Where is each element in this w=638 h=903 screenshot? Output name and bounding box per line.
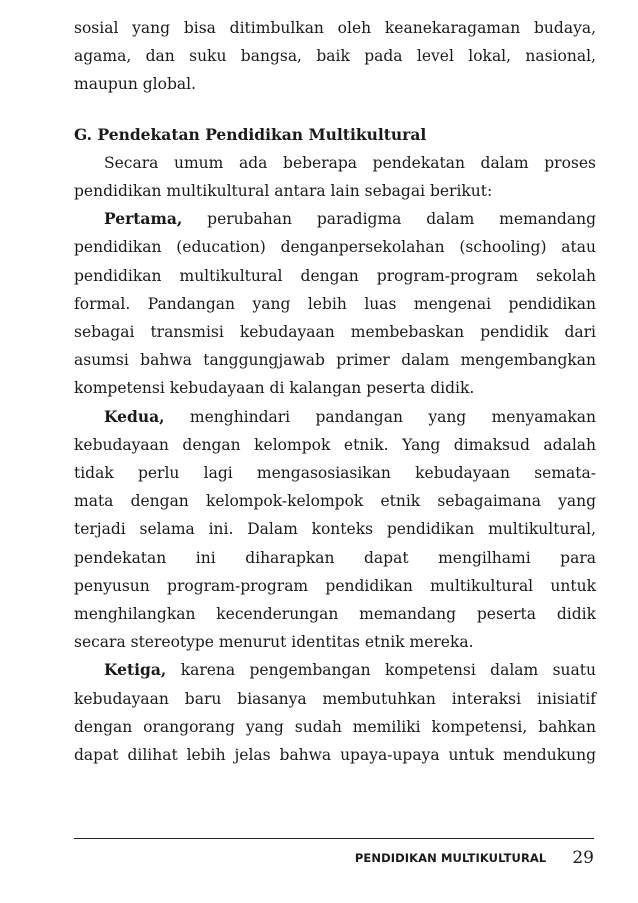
- body-line: menghilangkan kecenderungan memandang peserta didik: [74, 605, 596, 624]
- body-line: pendidikan multikultural antara lain sebagai berikut:: [74, 182, 493, 201]
- paragraph-term: Kedua,: [104, 406, 165, 426]
- body-line: tidak perlu lagi mengasosiasikan kebudayaan semata-: [74, 464, 596, 483]
- paragraph-first-line: [74, 403, 596, 431]
- body-line: pendidikan multikultural dengan program-program sekolah: [74, 266, 596, 285]
- paragraph-first-line-text: karena pengembangan kompetensi dalam suatu: [166, 661, 596, 680]
- paragraph-first-line: [74, 205, 596, 233]
- paragraph-term: Pertama,: [104, 209, 183, 229]
- body-line: mata dengan kelompok-kelompok etnik sebagaimana yang: [74, 492, 596, 511]
- body-line: sebagai transmisi kebudayaan membebaskan pendidik dari: [74, 323, 596, 342]
- page-number: 29: [572, 848, 594, 868]
- paragraph-gap: [74, 99, 596, 121]
- paragraph-term: Ketiga,: [104, 660, 167, 680]
- body-line: agama, dan suku bangsa, baik pada level lokal, nasional,: [74, 47, 596, 66]
- body-line: Secara umum ada beberapa pendekatan dalam proses: [104, 153, 596, 172]
- body-text: [74, 14, 596, 769]
- paragraph-first-line-text: perubahan paradigma dalam memandang: [182, 210, 596, 229]
- body-line: kebudayaan baru biasanya membutuhkan interaksi inisiatif: [74, 689, 596, 708]
- page-footer: [74, 846, 594, 870]
- paragraph-first-line-text: menghindari pandangan yang menyamakan: [164, 407, 596, 426]
- paragraph-first-line: [74, 656, 596, 684]
- body-line: sosial yang bisa ditimbulkan oleh keanekaragaman budaya,: [74, 19, 596, 37]
- body-line: dapat dilihat lebih jelas bahwa upaya-upaya untuk mendukung: [74, 746, 596, 765]
- body-line: pendekatan ini diharapkan dapat mengilhami para: [74, 548, 596, 567]
- body-line: penyusun program-program pendidikan multikultural untuk: [74, 576, 596, 595]
- body-line: kebudayaan dengan kelompok etnik. Yang dimaksud adalah: [74, 435, 596, 454]
- body-line: secara stereotype menurut identitas etnik mereka.: [74, 633, 474, 652]
- section-heading: G. Pendekatan Pendidikan Multikultural: [74, 124, 427, 144]
- body-line: asumsi bahwa tanggungjawab primer dalam mengembangkan: [74, 351, 596, 370]
- footer-rule: [74, 838, 594, 839]
- body-line: formal. Pandangan yang lebih luas mengenai pendidikan: [74, 294, 596, 313]
- body-line: maupun global.: [74, 75, 196, 94]
- running-head: PENDIDIKAN MULTIKULTURAL: [354, 851, 547, 865]
- body-line: kompetensi kebudayaan di kalangan peserta didik.: [74, 379, 475, 398]
- body-line: dengan orangorang yang sudah memiliki kompetensi, bahkan: [74, 717, 596, 736]
- body-line: terjadi selama ini. Dalam konteks pendidikan multikultural,: [74, 520, 596, 539]
- body-line: pendidikan (education) denganpersekolahan (schooling) atau: [74, 238, 596, 257]
